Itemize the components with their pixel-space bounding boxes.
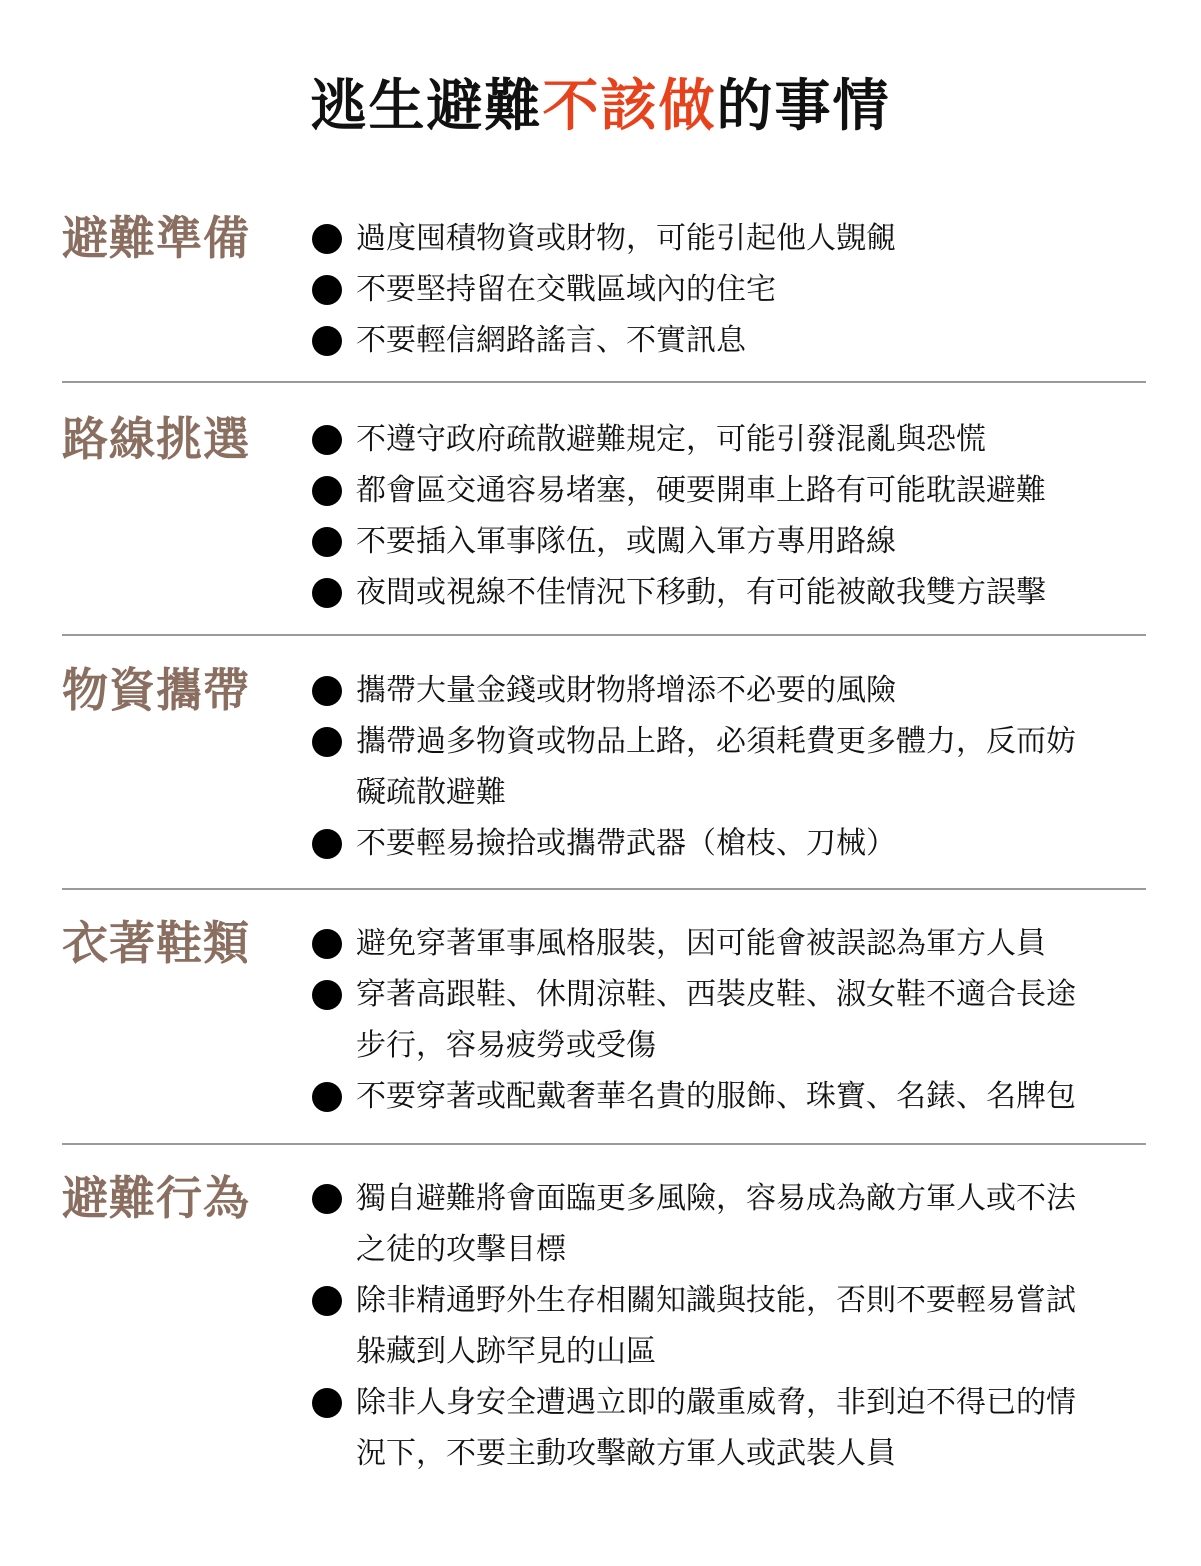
bullet-icon (312, 275, 342, 305)
item-line: 獨自避難將會面臨更多風險，容易成為敵方軍人或不法 (356, 1181, 1076, 1216)
item-line: 況下，不要主動攻擊敵方軍人或武裝人員 (356, 1436, 896, 1471)
list-item (310, 567, 1156, 618)
bullet-icon (312, 980, 342, 1010)
bullet-icon (312, 326, 342, 356)
item-line: 之徒的攻擊目標 (356, 1232, 566, 1267)
bullet-icon (312, 476, 342, 506)
section-heading: 避難行為 (62, 1171, 250, 1225)
item-line: 不要插入軍事隊伍，或闖入軍方專用路線 (356, 524, 896, 559)
item-list (310, 1173, 1156, 1479)
list-item (310, 918, 1156, 969)
bullet-icon (312, 1388, 342, 1418)
section-heading: 路線挑選 (62, 412, 250, 466)
section-heading: 衣著鞋類 (62, 916, 250, 970)
bullet-icon (312, 1286, 342, 1316)
section-heading: 避難準備 (62, 211, 250, 265)
section-heading: 物資攜帶 (62, 663, 250, 717)
item-list (310, 213, 1156, 366)
bullet-icon (312, 224, 342, 254)
list-item (310, 1377, 1156, 1479)
item-line: 不要堅持留在交戰區域內的住宅 (356, 272, 776, 307)
bullet-icon (312, 929, 342, 959)
list-item (310, 414, 1156, 465)
item-line: 都會區交通容易堵塞，硬要開車上路有可能耽誤避難 (356, 473, 1046, 508)
bullet-icon (312, 527, 342, 557)
bullet-icon (312, 1184, 342, 1214)
item-line: 不要輕易撿拾或攜帶武器（槍枝、刀械） (356, 826, 896, 861)
title-highlight: 不該做 (542, 74, 717, 139)
item-list (310, 665, 1156, 869)
list-item (310, 516, 1156, 567)
item-list (310, 918, 1156, 1122)
list-item (310, 716, 1156, 818)
item-line: 穿著高跟鞋、休閒涼鞋、西裝皮鞋、淑女鞋不適合長途 (356, 977, 1076, 1012)
list-item (310, 969, 1156, 1071)
section-divider (62, 634, 1146, 636)
list-item (310, 315, 1156, 366)
bullet-icon (312, 829, 342, 859)
list-item (310, 213, 1156, 264)
list-item (310, 818, 1156, 869)
bullet-icon (312, 1082, 342, 1112)
list-item (310, 665, 1156, 716)
section-divider (62, 1143, 1146, 1145)
page-title (0, 72, 1201, 142)
item-line: 不要輕信網路謠言、不實訊息 (356, 323, 746, 358)
bullet-icon (312, 676, 342, 706)
list-item (310, 465, 1156, 516)
list-item (310, 1173, 1156, 1275)
title-suffix: 的事情 (716, 74, 891, 139)
item-line: 步行，容易疲勞或受傷 (356, 1028, 656, 1063)
bullet-icon (312, 578, 342, 608)
list-item (310, 1275, 1156, 1377)
bullet-icon (312, 727, 342, 757)
item-line: 除非精通野外生存相關知識與技能，否則不要輕易嘗試 (356, 1283, 1076, 1318)
section-divider (62, 888, 1146, 890)
section-divider (62, 381, 1146, 383)
item-line: 不要穿著或配戴奢華名貴的服飾、珠寶、名錶、名牌包 (356, 1079, 1076, 1114)
item-line: 攜帶過多物資或物品上路，必須耗費更多體力，反而妨 (356, 724, 1076, 759)
list-item (310, 264, 1156, 315)
item-line: 避免穿著軍事風格服裝，因可能會被誤認為軍方人員 (356, 926, 1046, 961)
title-prefix: 逃生避難 (310, 74, 543, 139)
bullet-icon (312, 425, 342, 455)
item-line: 夜間或視線不佳情況下移動，有可能被敵我雙方誤擊 (356, 575, 1046, 610)
item-list (310, 414, 1156, 618)
list-item (310, 1071, 1156, 1122)
item-line: 攜帶大量金錢或財物將增添不必要的風險 (356, 673, 896, 708)
item-line: 礙疏散避難 (356, 775, 506, 810)
item-line: 躲藏到人跡罕見的山區 (356, 1334, 656, 1369)
item-line: 除非人身安全遭遇立即的嚴重威脅，非到迫不得已的情 (356, 1385, 1076, 1420)
item-line: 過度囤積物資或財物，可能引起他人覬覦 (356, 221, 896, 256)
item-line: 不遵守政府疏散避難規定，可能引發混亂與恐慌 (356, 422, 986, 457)
